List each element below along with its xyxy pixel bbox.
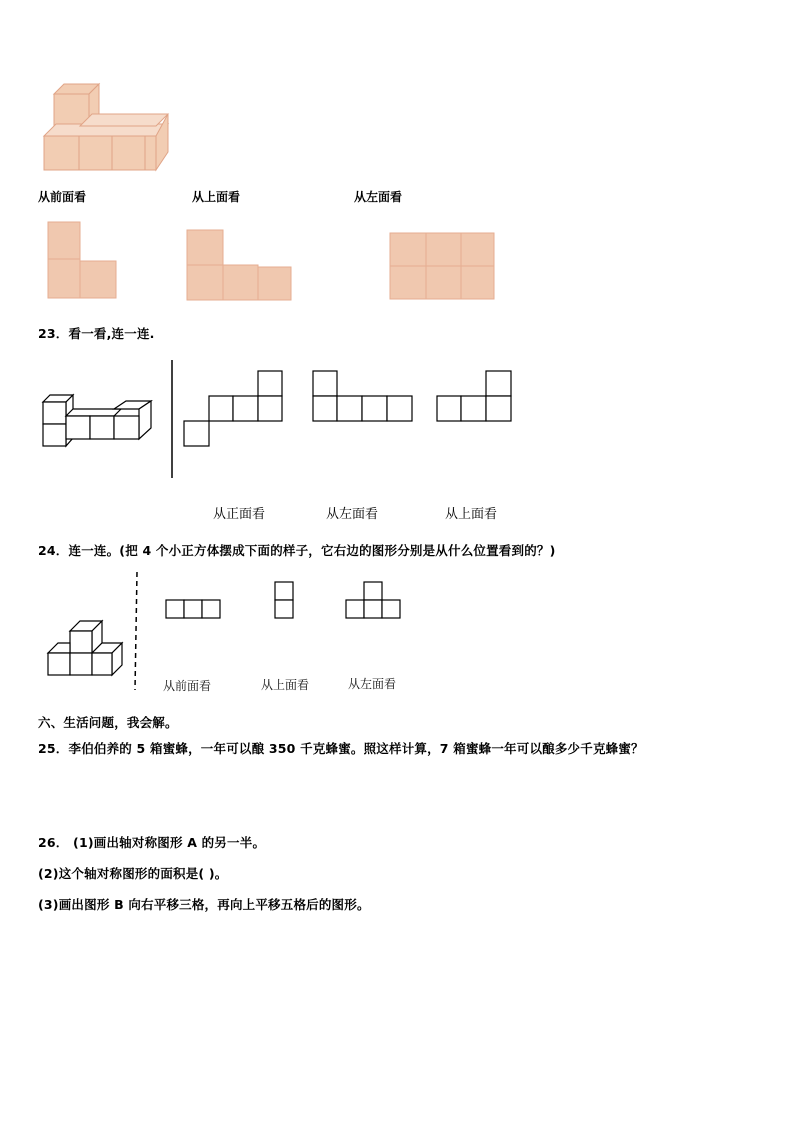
view-label-top: 从上面看 <box>192 190 241 204</box>
view-label-front: 从前面看 <box>38 190 87 204</box>
q24-view-left: 从左面看 <box>348 677 397 691</box>
q24-view-front: 从前面看 <box>163 679 212 693</box>
q24-dashed-divider <box>135 572 137 690</box>
q24-view-top: 从上面看 <box>261 678 310 692</box>
q23-view-front: 从正面看 <box>213 507 266 522</box>
section6-heading: 六、生活问题，我会解。 <box>38 715 178 730</box>
q24-title: 24．连一连。(把 4 个小正方体摆成下面的样子，它右边的图形分别是从什么位置看到的？) <box>38 543 556 558</box>
q26-line3: (3)画出图形 B 向右平移三格，再向上平移五格后的图形。 <box>38 897 370 912</box>
q23-view-left: 从左面看 <box>326 507 379 522</box>
q26-line2: (2)这个轴对称图形的面积是( )。 <box>38 866 228 881</box>
q23-title: 23．看一看,连一连. <box>38 326 155 341</box>
q26-line1: 26． (1)画出轴对称图形 A 的另一半。 <box>38 835 266 850</box>
q23-view-top: 从上面看 <box>445 507 498 522</box>
view-label-left: 从左面看 <box>354 190 403 204</box>
q25-text: 25．李伯伯养的 5 箱蜜蜂，一年可以酿 350 千克蜂蜜。照这样计算，7 箱蜜蜂一年可以酿多少千克蜂蜜？ <box>38 741 644 756</box>
